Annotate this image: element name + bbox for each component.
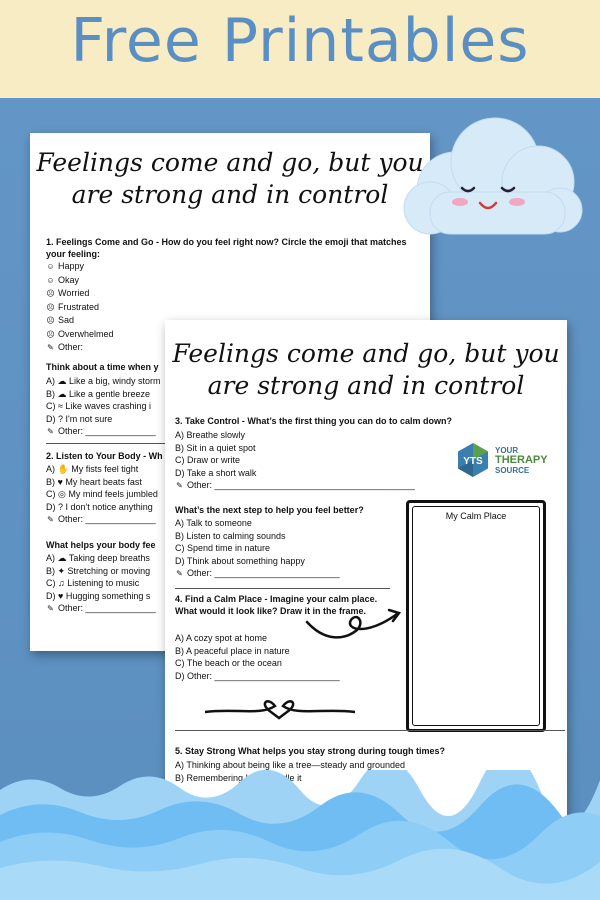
option-happy: D) Think about something happy bbox=[175, 555, 305, 566]
pencil-icon: ✎ bbox=[47, 604, 54, 613]
option: C) ≈ Like waves crashing i bbox=[46, 401, 151, 411]
option-beach: C) The beach or the ocean bbox=[175, 658, 282, 668]
question-calm-place: 4. Find a Calm Place - Imagine your calm place. What would it look like? Draw it in the frame. bbox=[175, 594, 378, 616]
option-other: ✎ Other: ______________ bbox=[46, 602, 156, 616]
worksheet-page-front bbox=[165, 320, 567, 820]
worksheet-title: Feelings come and go, but you are strong and in control bbox=[172, 339, 560, 400]
option-walk: D) Take a short walk bbox=[175, 467, 257, 478]
sad-emoji-icon: ☹ bbox=[46, 316, 55, 325]
heart-line-icon bbox=[205, 692, 355, 722]
option-okay: ☺ Okay bbox=[46, 274, 114, 288]
okay-emoji-icon: ☺ bbox=[46, 275, 55, 285]
option: D) ♥ Hugging something s bbox=[46, 590, 151, 601]
worksheet-title: Feelings come and go, but you are strong and in control bbox=[36, 148, 424, 209]
smiling-cloud-icon bbox=[400, 110, 585, 245]
option-overwhelmed: ☹ Overwhelmed bbox=[46, 328, 114, 342]
yts-hexagon-icon bbox=[455, 442, 491, 478]
pencil-icon: ✎ bbox=[47, 515, 54, 524]
divider bbox=[175, 730, 565, 731]
option: A) ☁ Like a big, windy storm bbox=[46, 376, 161, 386]
option-nature: B) A peaceful place in nature bbox=[175, 645, 290, 656]
yts-logo-text: YOUR THERAPY SOURCE bbox=[495, 446, 548, 475]
question-helps: What helps your body fee bbox=[46, 540, 156, 550]
option: A) ✋ My fists feel tight bbox=[46, 464, 139, 474]
option-other: ✎ Other: ______________ bbox=[46, 425, 161, 439]
happy-emoji-icon: ☺ bbox=[46, 262, 55, 271]
option: C) ♫ Listening to music bbox=[46, 578, 140, 588]
option-other: ✎ Other: bbox=[46, 341, 114, 355]
frustrated-emoji-icon: ☹ bbox=[46, 302, 55, 312]
pencil-icon: ✎ bbox=[176, 569, 183, 578]
option-talk: A) Talk to someone bbox=[175, 518, 252, 528]
overwhelmed-emoji-icon: ☹ bbox=[46, 329, 55, 339]
option: C) ◎ My mind feels jumbled bbox=[46, 489, 158, 499]
time-options bbox=[46, 375, 161, 439]
option-listen: B) Listen to calming sounds bbox=[175, 530, 286, 541]
option-worried: ☹ Worried bbox=[46, 287, 114, 301]
feelings-options bbox=[46, 260, 114, 355]
option-home: A) A cozy spot at home bbox=[175, 633, 268, 643]
divider bbox=[175, 588, 390, 589]
question-next-step: What’s the next step to help you feel better? bbox=[175, 505, 364, 515]
option: D) ? I'm not sure bbox=[46, 413, 113, 424]
option-other: ✎ Other: ________________________________________ bbox=[175, 479, 415, 493]
pencil-icon: ✎ bbox=[47, 343, 54, 352]
banner-title: Free Printables bbox=[70, 6, 530, 76]
option: B) ✦ Stretching or moving bbox=[46, 565, 151, 576]
yts-logo bbox=[455, 442, 555, 478]
svg-text:YTS: YTS bbox=[463, 456, 483, 467]
helps-options bbox=[46, 552, 156, 616]
option-frustrated: ☹ Frustrated bbox=[46, 301, 114, 315]
take-control-options bbox=[175, 429, 415, 493]
option-other: D) Other: _________________________ bbox=[175, 670, 340, 681]
divider bbox=[46, 443, 171, 444]
option-nature: C) Spend time in nature bbox=[175, 543, 271, 553]
ocean-waves-icon bbox=[0, 770, 600, 900]
option-sad: ☹ Sad bbox=[46, 314, 114, 328]
next-step-options bbox=[175, 517, 340, 581]
body-options bbox=[46, 463, 158, 527]
question-time: Think about a time when y bbox=[46, 362, 159, 372]
option: B) ☁ Like a gentle breeze bbox=[46, 388, 151, 399]
question-feelings: 1. Feelings Come and Go - How do you feel right now? Circle the emoji that matches your feeling: bbox=[46, 237, 407, 259]
question-stay-strong: 5. Stay Strong What helps you stay strong during tough times? bbox=[175, 746, 446, 756]
frame-label: My Calm Place bbox=[445, 511, 507, 521]
swirl-arrow-icon bbox=[305, 602, 405, 652]
banner bbox=[0, 0, 600, 98]
option-handle-it: B) Remembering I can handle it bbox=[175, 772, 302, 783]
option-breathe: A) Breathe slowly bbox=[175, 430, 246, 440]
option: B) ♥ My heart beats fast bbox=[46, 476, 142, 487]
option-tree: A) Thinking about being like a tree—steady and grounded bbox=[175, 760, 405, 770]
worried-emoji-icon: ☹ bbox=[46, 289, 55, 298]
option-happy: ☺ Happy bbox=[46, 260, 114, 274]
option: A) ☁ Taking deep breaths bbox=[46, 553, 150, 563]
question-take-control: 3. Take Control - What’s the first thing you can do to calm down? bbox=[175, 416, 453, 426]
question-body: 2. Listen to Your Body - Wh bbox=[46, 451, 163, 461]
option: D) ? I don't notice anything bbox=[46, 501, 153, 512]
option-other: ✎ Other: ______________ bbox=[46, 513, 158, 527]
option-draw: C) Draw or write bbox=[175, 455, 241, 465]
option-other: ✎ Other: _________________________ bbox=[175, 567, 340, 581]
option-quiet-spot: B) Sit in a quiet spot bbox=[175, 442, 256, 453]
pencil-icon: ✎ bbox=[176, 481, 183, 490]
drawing-frame[interactable] bbox=[406, 500, 546, 732]
pencil-icon: ✎ bbox=[47, 427, 54, 436]
